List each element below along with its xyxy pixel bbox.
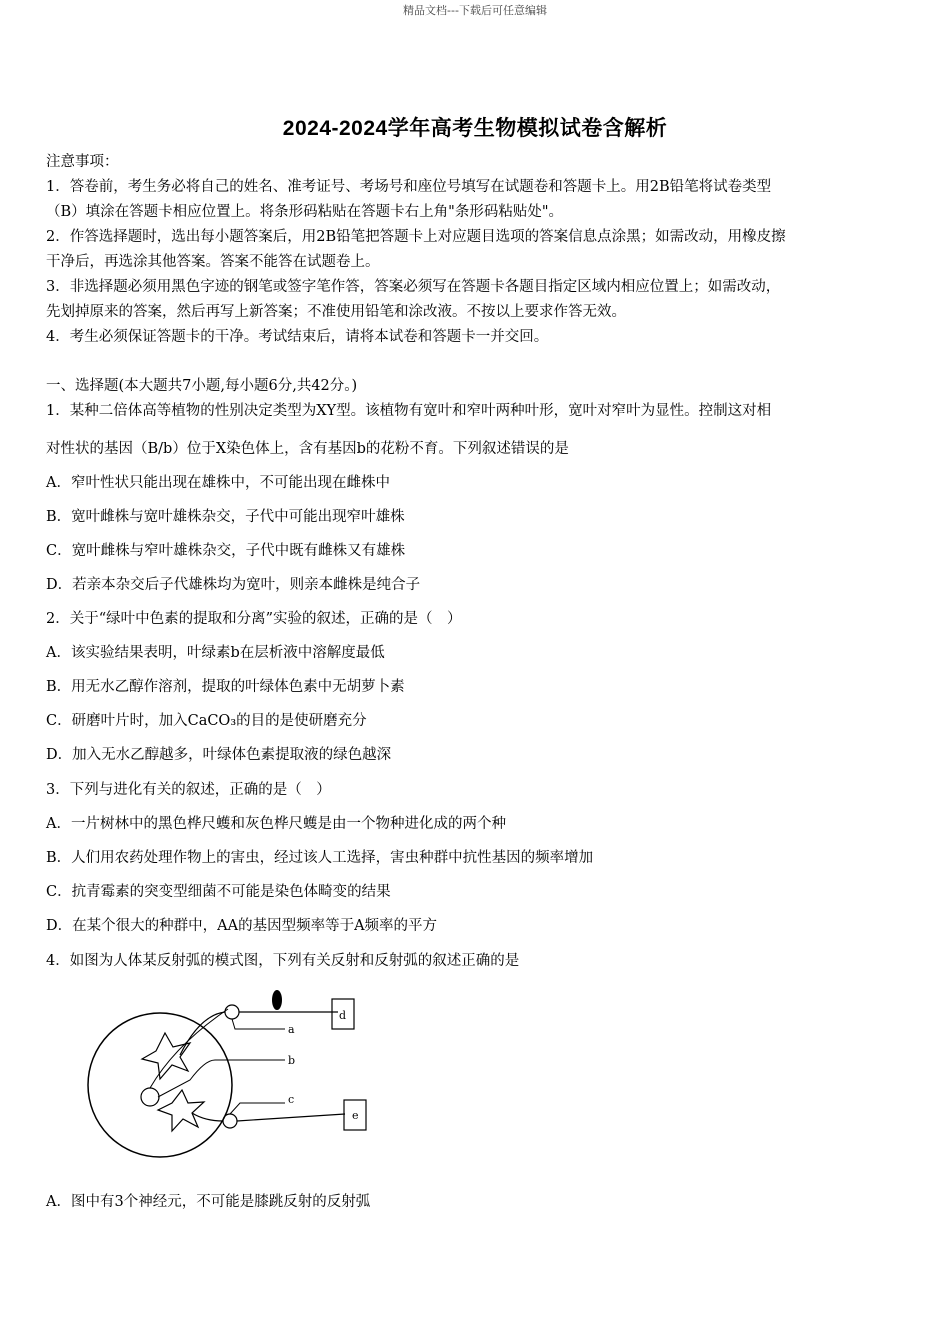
label-d: d bbox=[339, 1009, 347, 1022]
option-line: B．用无水乙醇作溶剂，提取的叶绿体色素中无胡萝卜素 bbox=[46, 679, 405, 695]
notice-line: 干净后，再选涂其他答案。答案不能答在试题卷上。 bbox=[46, 254, 380, 270]
option-line: A．一片树林中的黑色桦尺蠖和灰色桦尺蠖是由一个物种进化成的两个种 bbox=[46, 816, 506, 832]
ganglion-upper bbox=[225, 1005, 239, 1019]
notice-line: 2．作答选择题时，选出每小题答案后，用2B铅笔把答题卡上对应题目选项的答案信息点涂黑；如需改动，用橡皮擦 bbox=[46, 229, 786, 245]
label-e: e bbox=[352, 1109, 359, 1122]
label-a: a bbox=[288, 1023, 295, 1036]
neuron-body-upper bbox=[142, 1033, 190, 1079]
stimulus-mark bbox=[272, 990, 282, 1010]
question-line: 4．如图为人体某反射弧的模式图，下列有关反射和反射弧的叙述正确的是 bbox=[46, 953, 520, 969]
notice-line: 1．答卷前，考生务必将自己的姓名、准考证号、考场号和座位号填写在试题卷和答题卡上。用2B铅笔将试卷类型 bbox=[46, 179, 772, 195]
option-line: D．若亲本杂交后子代雄株均为宽叶，则亲本雌株是纯合子 bbox=[46, 577, 421, 593]
notice-heading: 注意事项： bbox=[46, 154, 119, 170]
interneuron bbox=[141, 1088, 159, 1106]
option-line: C．宽叶雌株与窄叶雄株杂交，子代中既有雌株又有雄株 bbox=[46, 543, 406, 559]
section-heading: 一、选择题(本大题共7小题,每小题6分,共42分。) bbox=[46, 378, 358, 394]
option-line: C．研磨叶片时，加入CaCO₃的目的是使研磨充分 bbox=[46, 713, 367, 729]
notice-line: （B）填涂在答题卡相应位置上。将条形码粘贴在答题卡右上角"条形码粘贴处"。 bbox=[46, 204, 563, 220]
option-line: C．抗青霉素的突变型细菌不可能是染色体畸变的结果 bbox=[46, 884, 391, 900]
reflex-arc-diagram bbox=[80, 985, 380, 1160]
neuron-body-lower bbox=[158, 1090, 204, 1131]
option-line: B．宽叶雌株与宽叶雄株杂交，子代中可能出现窄叶雄株 bbox=[46, 509, 405, 525]
option-line: D．在某个很大的种群中，AA的基因型频率等于A频率的平方 bbox=[46, 918, 438, 934]
option-line: D．加入无水乙醇越多，叶绿体色素提取液的绿色越深 bbox=[46, 747, 392, 763]
label-c: c bbox=[288, 1093, 295, 1106]
header-note: 精品文档---下载后可任意编辑 bbox=[403, 4, 547, 17]
notice-line: 4．考生必须保证答题卡的干净。考试结束后，请将本试卷和答题卡一并交回。 bbox=[46, 329, 549, 345]
question-line: 3．下列与进化有关的叙述，正确的是（ ） bbox=[46, 782, 331, 798]
question-line: 对性状的基因（B/b）位于X染色体上，含有基因b的花粉不育。下列叙述错误的是 bbox=[46, 441, 569, 457]
notice-line: 先划掉原来的答案，然后再写上新答案；不准使用铅笔和涂改液。不按以上要求作答无效。 bbox=[46, 304, 626, 320]
spinal-cord-outline bbox=[88, 1013, 232, 1157]
page-title: 2024-2024学年高考生物模拟试卷含解析 bbox=[282, 117, 668, 140]
option-line: A．图中有3个神经元，不可能是膝跳反射的反射弧 bbox=[46, 1194, 371, 1210]
ganglion-lower bbox=[223, 1114, 237, 1128]
option-line: A．窄叶性状只能出现在雄株中，不可能出现在雌株中 bbox=[46, 475, 390, 491]
label-b: b bbox=[288, 1054, 296, 1067]
question-line: 2．关于“绿叶中色素的提取和分离”实验的叙述，正确的是（ ） bbox=[46, 611, 462, 627]
option-line: B．人们用农药处理作物上的害虫，经过该人工选择，害虫种群中抗性基因的频率增加 bbox=[46, 850, 594, 866]
question-line: 1．某种二倍体高等植物的性别决定类型为XY型。该植物有宽叶和窄叶两种叶形，宽叶对窄叶为显性。控制这对相 bbox=[46, 403, 772, 419]
option-line: A．该实验结果表明，叶绿素b在层析液中溶解度最低 bbox=[46, 645, 385, 661]
notice-line: 3．非选择题必须用黑色字迹的钢笔或签字笔作答，答案必须写在答题卡各题目指定区域内相应位置上；如需改动， bbox=[46, 279, 781, 295]
